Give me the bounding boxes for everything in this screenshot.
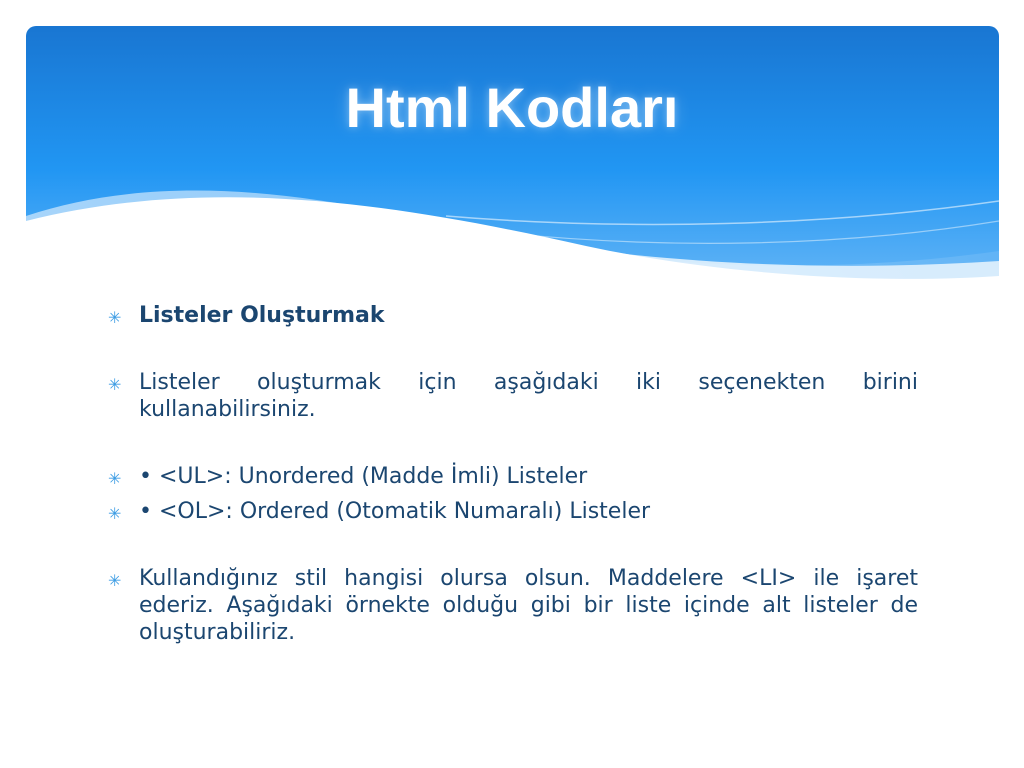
wave-background	[26, 26, 999, 286]
slide-body	[108, 302, 918, 646]
list-item	[108, 369, 918, 423]
asterisk-bullet-icon: ✳	[108, 504, 122, 523]
asterisk-bullet-icon: ✳	[108, 375, 122, 394]
list-item-text: Listeler oluşturmak için aşağıdaki iki seçenekten birini kullanabilirsiniz.	[139, 370, 918, 422]
list-item-text: Kullandığınız stil hangisi olursa olsun. Maddelere <LI> ile işaret ederiz. Aşağıdaki örnekte olduğu gibi bir liste içinde alt listeler de oluşturabiliriz.	[139, 566, 918, 645]
list-item-text: • <OL>: Ordered (Otomatik Numaralı) Listeler	[139, 499, 651, 524]
slide-title: Html Kodları	[345, 76, 679, 139]
list-item-heading	[108, 302, 918, 329]
list-item-text: • <UL>: Unordered (Madde İmli) Listeler	[139, 464, 588, 489]
asterisk-bullet-icon: ✳	[108, 308, 122, 327]
asterisk-bullet-icon: ✳	[108, 571, 122, 590]
slide-header-banner	[26, 26, 999, 286]
list-item	[108, 498, 918, 525]
list-item-text: Listeler Oluşturmak	[139, 303, 385, 328]
list-item	[108, 463, 918, 490]
list-item	[108, 565, 918, 646]
asterisk-bullet-icon: ✳	[108, 469, 122, 488]
